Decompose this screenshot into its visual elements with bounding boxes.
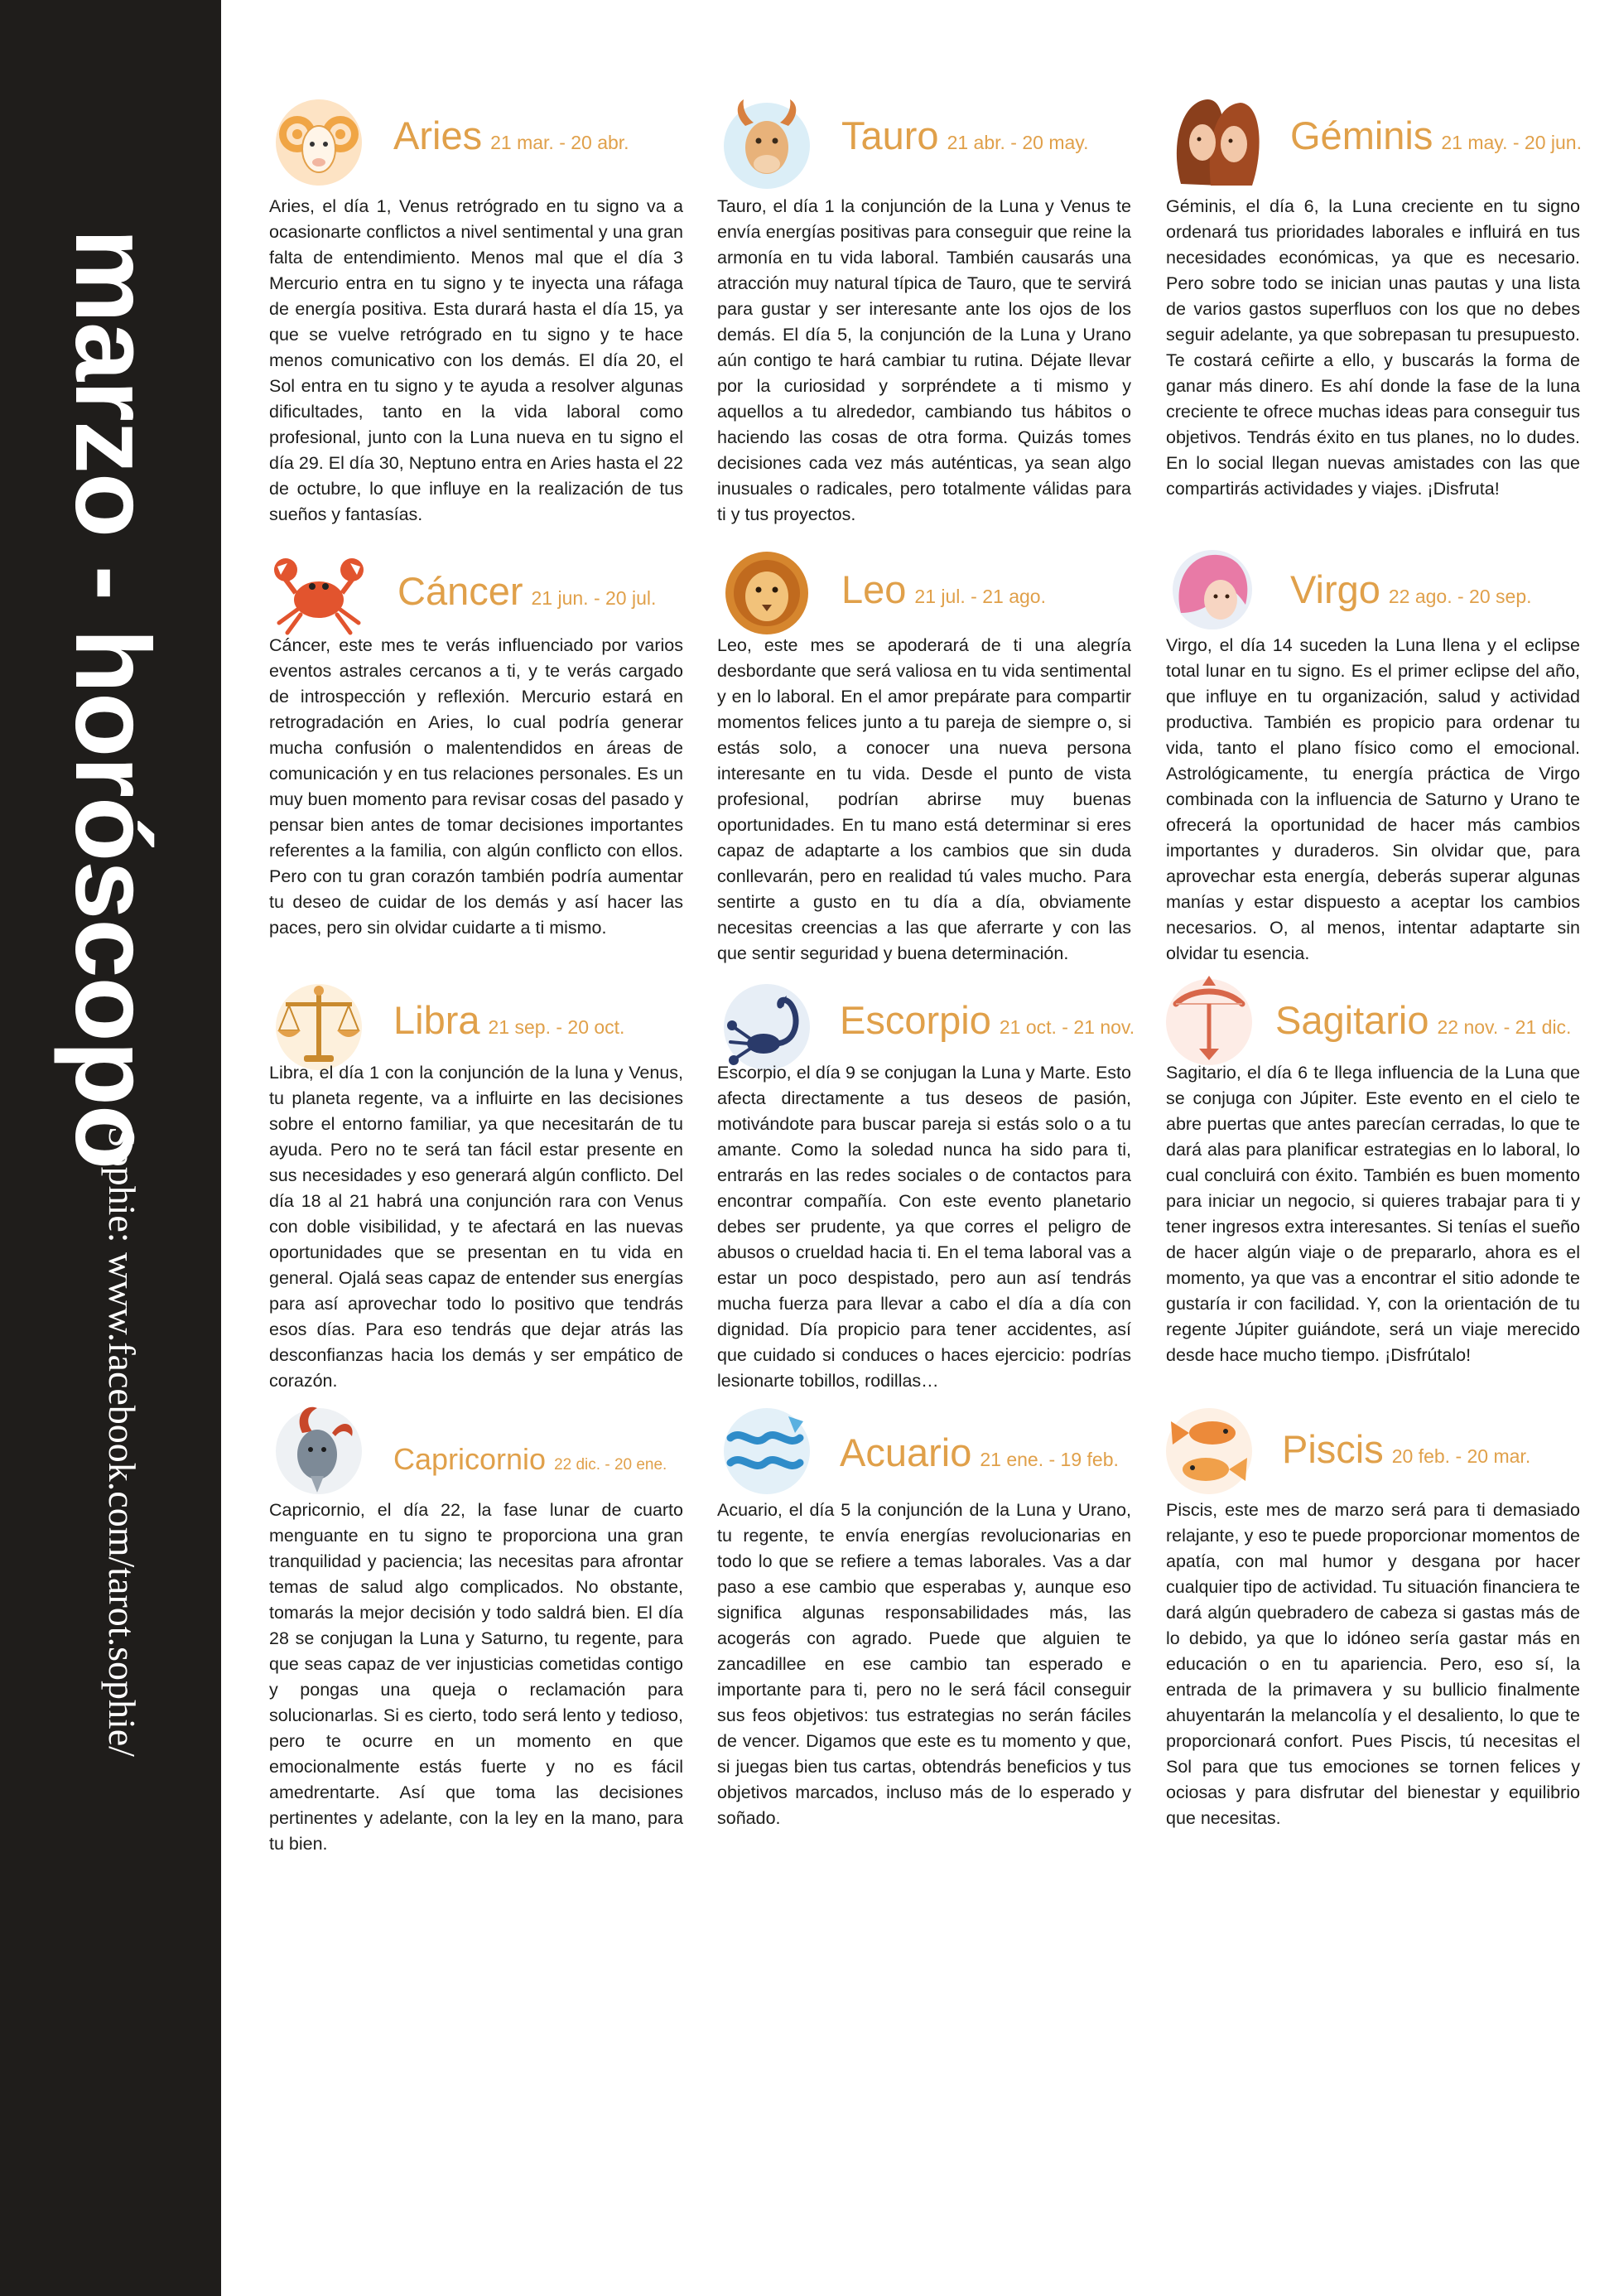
sign-name: Leo bbox=[841, 567, 907, 611]
sign-name: Piscis bbox=[1282, 1427, 1384, 1471]
page-title: marzo - horóscopo bbox=[53, 229, 171, 1170]
sign-heading bbox=[1275, 996, 1571, 1055]
sign-dates: 21 may. - 20 jun. bbox=[1441, 132, 1582, 153]
sign-dates: 21 abr. - 20 may. bbox=[947, 132, 1089, 153]
sign-text: Leo, este mes se apoderará de ti una alegría desbordante que será valiosa en tu vida sentimental y en lo laboral. En el amor prepárate para compartir momentos felices junto a tu pareja de siempre o, si estás solo, a conocer una nueva persona interesante en tu vida. Desde el punto de vista profesional, podrían abrirse muy buenas oportunidades. En tu mano está determinar si eres capaz de adaptarte a los cambios que sin duda conllevarán, pero en realidad tú vales mucho. Para sentirte a gusto en tu día a día, obviamente necesitas creencias a las que aferrarte y con las que sentir seguridad y buena determinación. bbox=[717, 635, 1131, 963]
sign-text: Escorpio, el día 9 se conjugan la Luna y Marte. Esto afecta directamente a tus deseos de pasión, motivándote para buscar pareja si estás solo o a tu amante. Como la soledad nunca ha sido para ti, entrarás en las redes sociales o de contactos para encontrar compañía. Con este evento planetario debes ser prudente, ya que corres el peligro de abusos o crueldad hacia ti. En el tema laboral vas a estar un poco despistado, pero aun así tendrás mucha fuerza para llevar a cabo el día a día con dignidad. Día propicio para tener accidentes, así que cuidado si conduces o haces ejercicio: podrías lesionarte tobillos, rodillas… bbox=[717, 1063, 1131, 1391]
sign-text: Acuario, el día 5 la conjunción de la Luna y Urano, tu regente, te envía energías revolucionarias en todo lo que se refiere a temas laborales. Vas a dar paso a ese cambio que esperabas y, aunque eso significa algunas responsabilidades más, las acogerás con agrado. Puede que alguien te zancadillee en ese cambio tan esperado e importante para ti, pero no le será fácil conseguir sus feos objetivos: tus estrategias no serán fáciles de vencer. Digamos que este es tu momento y que, si juegas bien tus cartas, obtendrás beneficios y tus objetivos marcados, incluso más de lo esperado y soñado. bbox=[717, 1500, 1131, 1828]
lion-icon bbox=[717, 547, 817, 646]
sign-name: Géminis bbox=[1290, 113, 1433, 157]
sign-heading bbox=[393, 1435, 667, 1491]
sign-text: Libra, el día 1 con la conjunción de la luna y Venus, tu planeta regente, va a influirte en las decisiones sobre el entorno familiar, ya que necesitarán de tu ayuda. Pero no te será tan fácil estar presente en sus necesidades y eso generará algún conflicto. Del día 18 al 21 habrá una conjunción rara con Venus con doble visibilidad, y te afectará en las nuevas oportunidades que se presentan en tu vida en general. Ojalá seas capaz de entender sus energías para así aprovechar todo lo positivo que tendrás esos días. Para eso tendrás que dejar atrás las desconfianzas hacia los demás y ser empático de corazón. bbox=[269, 1063, 683, 1391]
sign-text: Aries, el día 1, Venus retrógrado en tu signo va a ocasionarte conflictos a nivel sentimental y una gran falta de entendimiento. Menos mal que el día 3 Mercurio entra en tu signo y te inyecta una ráfaga de energía positiva. Esta durará hasta el día 15, ya que se vuelve retrógrado en tu signo y te hace menos comunicativo con los demás. El día 20, el Sol entra en tu signo y te ayuda a resolver algunas dificultades, tanto en la vida laboral como profesional, junto con la Luna nueva en tu signo el día 29. El día 30, Neptuno entra en Aries hasta el 22 de octubre, lo que influye en la realización de tus sueños y fantasías. bbox=[269, 196, 683, 524]
sign-text: Géminis, el día 6, la Luna creciente en tu signo ordenará tus prioridades laborales e influirá en tus necesidades económicas, ya que es necesario. Pero sobre todo se inician unas pautas y una lista de varios gastos superfluos con los que no debes seguir adelante, ya que sobrepasan tu presupuesto. Te costará ceñirte a ello, y buscarás la forma de ganar más dinero. Es ahí donde la fase de la luna creciente te ofrece muchas ideas para conseguir tus objetivos. Tendrás éxito en tus planes, no lo dudes. En lo social llegan nuevas amistades con las que compartirás actividades y viajes. ¡Disfruta! bbox=[1166, 196, 1580, 499]
ram-icon bbox=[269, 93, 369, 192]
sign-text: Cáncer, este mes te verás influenciado por varios eventos astrales cercanos a ti, y te verás cargado de introspección y reflexión. Mercurio estará en retrogradación en Aries, lo cual podría generar mucha confusión o malentendidos en áreas de comunicación y en tus relaciones personales. Es un muy buen momento para revisar cosas del pasado y pensar bien antes de tomar decisiones importantes referentes a la familia, con algún conflicto con ellos. Pero con tu gran corazón también podría aumentar tu deseo de cuidar de los demás y así hacer las paces, pero sin olvidar cuidarte a ti mismo. bbox=[269, 635, 683, 938]
credit-link: Sophie: www.facebook.com/tarot.sophie/ bbox=[101, 1126, 143, 1757]
sign-name: Escorpio bbox=[840, 998, 991, 1042]
sign-text: Piscis, este mes de marzo será para ti demasiado relajante, y eso te puede proporcionar momentos de apatía, con mal humor y desgana por hacer cualquier tipo de actividad. Tu situación financiera te dará algún quebradero de cabeza si gastas más de lo debido, ya que lo idóneo sería gastar más en educación o en tu apariencia. Pero, eso sí, la entrada de la primavera y su bullicio finalmente ahuyentarán la melancolía y el desaliento, lo que te proporcionará confort. Pues Piscis, tú necesitas el Sol para que tus emociones se tornen felices y ociosas y para disfrutar del bienestar y equilibrio que necesitas. bbox=[1166, 1500, 1580, 1828]
sign-dates: 21 mar. - 20 abr. bbox=[490, 132, 629, 153]
sign-heading bbox=[393, 996, 624, 1055]
crab-icon bbox=[269, 547, 369, 646]
sign-text: Capricornio, el día 22, la fase lunar de cuarto menguante en tu signo te proporciona una gran tranquilidad y paciencia; las necesitas para afrontar temas de salud algo complicados. No obstante, tomarás la mejor decisión y todo saldrá bien. El día 28 se conjugan la Luna y Saturno, tu regente, para que seas capaz de ver injusticias cometidas contigo y pongas una queja o reclamación para solucionarlas. Si es cierto, todo será lento y tedioso, pero te ocurre en un momento en que emocionalmente estás fuerte y no es fácil amedrentarte. Así que toma las decisiones pertinentes y adelante, con la ley en la mano, para tu bien. bbox=[269, 1500, 683, 1854]
sign-heading bbox=[841, 565, 1046, 625]
sign-heading bbox=[393, 111, 629, 171]
sign-heading bbox=[1290, 111, 1582, 171]
sign-dates: 21 sep. - 20 oct. bbox=[488, 1016, 625, 1038]
sign-dates: 22 nov. - 21 dic. bbox=[1437, 1016, 1572, 1038]
twins-icon bbox=[1166, 93, 1265, 192]
sign-name: Capricornio bbox=[393, 1442, 547, 1476]
sign-dates: 21 jun. - 20 jul. bbox=[531, 587, 657, 609]
sign-name: Libra bbox=[393, 998, 480, 1042]
sign-text: Sagitario, el día 6 te llega influencia de la Luna que se conjuga con Júpiter. Este evento en el cielo te abre puertas que antes parecían cerradas, lo que te dará alas para planificar estrategias en lo laboral, lo cual concluirá con éxito. También es buen momento para iniciar un negocio, si quieres trabajar para ti y tener ingresos extra interesantes. Si tenías el sueño de hacer algún viaje o de prepararlo, ahora es el momento, ya que vas a encontrar el sitio adonde te gustaría ir con facilidad. Y, con la orientación de tu regente Júpiter guiándote, será un viaje merecido desde hace mucho tiempo. ¡Disfrútalo! bbox=[1166, 1063, 1580, 1365]
sign-name: Aries bbox=[393, 113, 483, 157]
sign-heading bbox=[1282, 1425, 1530, 1484]
sign-name: Tauro bbox=[841, 113, 939, 157]
sign-dates: 21 ene. - 19 feb. bbox=[980, 1449, 1119, 1470]
bull-icon bbox=[717, 93, 817, 192]
fish-icon bbox=[1159, 1400, 1259, 1499]
sign-dates: 22 dic. - 20 ene. bbox=[554, 1456, 667, 1474]
maiden-icon bbox=[1166, 547, 1265, 646]
sign-name: Sagitario bbox=[1275, 998, 1429, 1042]
bow-arrow-icon bbox=[1159, 971, 1259, 1070]
sign-dates: 21 jul. - 21 ago. bbox=[914, 586, 1046, 607]
sign-dates: 22 ago. - 20 sep. bbox=[1388, 586, 1532, 607]
sign-heading bbox=[840, 996, 1135, 1055]
sign-heading bbox=[397, 567, 656, 626]
sign-heading bbox=[841, 111, 1088, 171]
sign-name: Virgo bbox=[1290, 567, 1380, 611]
sign-heading bbox=[1290, 565, 1532, 625]
sign-text: Virgo, el día 14 suceden la Luna llena y el eclipse total lunar en tu signo. Es el primer eclipse del año, que influye en tu organización, salud y actividad productiva. También es propicio para ordenar tu vida, tanto el plano físico como el emocional. Astrológicamente, tu energía práctica de Virgo combinada con la influencia de Saturno y Urano te ofrecerá la oportunidad de hacer más cambios importantes y duraderos. Sin olvidar que, para aprovechar esta energía, deberás superar algunas manías y estar dispuesto a aceptar los cambios necesarios. O, al menos, intentar adaptarte sin olvidar tu esencia. bbox=[1166, 635, 1580, 963]
sidebar bbox=[0, 0, 221, 2296]
water-bearer-icon bbox=[717, 1400, 817, 1499]
goat-icon bbox=[269, 1400, 369, 1499]
sign-text: Tauro, el día 1 la conjunción de la Luna y Venus te envía energías positivas para conseguir que reine la armonía en tu vida laboral. También causarás una atracción muy natural típica de Tauro, que te servirá para gustar y ser interesante ante los ojos de los demás. El día 5, la conjunción de la Luna y Urano aún contigo te hará cambiar tu rutina. Déjate llevar por la curiosidad y sorpréndete a ti mismo y aquellos a tu alrededor, cambiando tus hábitos o haciendo las cosas de otra forma. Quizás tomes decisiones cada vez más auténticas, ya sean algo inusuales o radicales, pero totalmente válidas para ti y tus proyectos. bbox=[717, 196, 1131, 524]
sign-name: Acuario bbox=[840, 1430, 972, 1474]
sign-heading bbox=[840, 1428, 1119, 1488]
sign-dates: 20 feb. - 20 mar. bbox=[1391, 1445, 1531, 1467]
sign-name: Cáncer bbox=[397, 569, 523, 613]
sign-dates: 21 oct. - 21 nov. bbox=[999, 1016, 1135, 1038]
